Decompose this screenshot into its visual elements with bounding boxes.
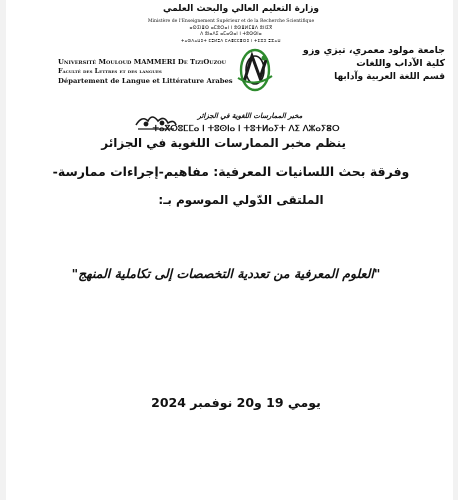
conference-dates: يومي 19 و20 نوفمبر 2024 [151, 395, 321, 410]
organizer-line: ينظم مخبر الممارسات اللغوية في الجزائر [101, 136, 346, 150]
conference-title: "العلوم المعرفية من تعددية التخصصات إلى تكاملية المنهج" [71, 266, 381, 281]
faculty-name-arabic: كلية الآداب واللغات [356, 58, 445, 69]
department-name-arabic: قسم اللغة العربية وآدابها [334, 72, 445, 82]
ministry-french: Ministère de l'Enseignement Supérieur et de la Recherche Scientifique [147, 19, 315, 24]
university-name-french: Université Mouloud MAMMERI De TiziOuzou [58, 58, 227, 66]
conference-intro: الملتقى الدّولي الموسوم بـ: [158, 193, 324, 207]
document-page [6, 0, 453, 500]
ministry-tifinagh-line-1: ⴰⵙⵉⵏⴻⵙ ⴰⵎⵓⵔⴰⵏ ⵏ ⵓⵙⴻⵍⵎⴻⴷ ⵓⵏⵏⵉⴳ [189, 26, 273, 31]
research-team-line: وفرقة بحث اللسانيات المعرفية: مفاهيم-إجراءات ممارسة- [52, 164, 410, 179]
department-name-french: Département de Langue et Littérature Arabes [58, 77, 233, 85]
ministry-tifinagh-line-2: ⴷ ⵓⵏⴰⴷⵉ ⴰⵎⴰⵙⴰⵏ ⵏ ⵜⵓⵙⵙⵏⴰ [200, 32, 262, 37]
ministry-arabic: وزارة التعليم العالي والبحث العلمي [162, 4, 320, 14]
university-name-arabic: جامعة مولود معمري، تيزي وزو [302, 45, 445, 56]
faculty-name-french: Faculté des Lettres et des langues [58, 67, 162, 75]
lab-name-tifinagh: ⵜⴰⴳⵔⵓⵎⵎⴰ ⵏ ⵜⵓⵙⵏⴰ ⵏ ⵜⵓⵜⵍⴰⵢⵜ ⴷⵉ ⴷⵣⴰⵢⴻⵔ [152, 124, 340, 134]
lab-name-small: مخبر الممارسات اللغوية في الجزائر [197, 112, 303, 120]
university-logo [230, 48, 280, 92]
ministry-tifinagh-line-3: ⵜⴰⵙⴷⴰⵡⵉⵜ ⵎⵓⵍⵓⴷ ⵎⵄⴻⵎⵎⴻⵔⵉ ⵏ ⵜⵉⵣⵉ ⵓⵣⴰⵡ [181, 38, 281, 43]
